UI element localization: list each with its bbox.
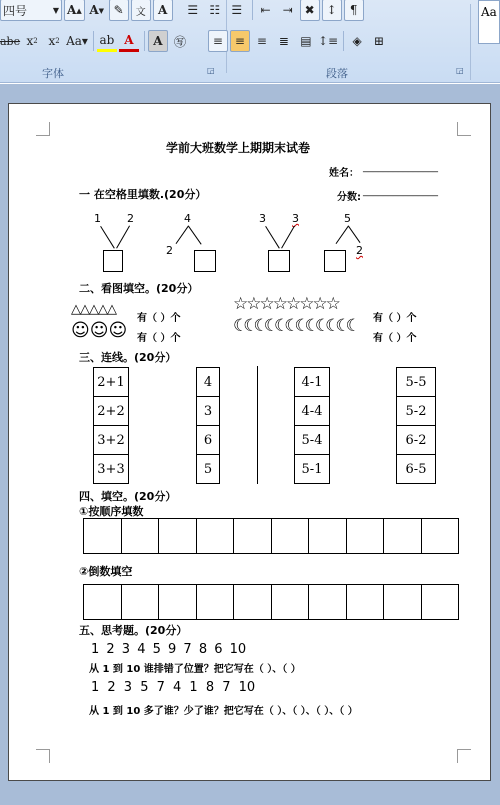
answer-cell[interactable] — [196, 518, 235, 554]
answer-cell[interactable] — [308, 584, 347, 620]
moons-picture: ☾☾☾☾☾☾☾☾☾☾☾☾ — [233, 316, 356, 336]
answer-cell[interactable] — [121, 584, 160, 620]
corner-mark — [36, 749, 50, 763]
clear-format-icon[interactable]: ✎ — [109, 0, 129, 21]
question-1: 从 1 到 10 谁排错了位置？把它写在（ ）、（ ） — [89, 664, 301, 675]
sequence-2: 1 2 3 5 7 4 1 8 7 10 — [91, 680, 256, 695]
borders-icon[interactable]: ⊞ — [374, 34, 385, 48]
corner-mark — [457, 122, 471, 136]
match-cell: 3 — [196, 396, 220, 426]
char-shading-button[interactable]: A — [148, 30, 168, 52]
section-5-heading: 五、思考题。(20分） — [79, 624, 188, 637]
highlight-icon[interactable]: ab — [97, 30, 117, 52]
subscript-button[interactable]: x 2 — [26, 34, 38, 48]
answer-cell[interactable] — [346, 584, 385, 620]
increase-indent-icon[interactable]: ⇥ — [282, 3, 293, 17]
strikethrough-button[interactable]: abe — [0, 34, 21, 48]
paragraph-group-label: 段落 — [326, 67, 348, 80]
match-cell: 5-1 — [294, 454, 330, 484]
answer-cell[interactable] — [158, 584, 197, 620]
section-4a-heading: ①按顺序填数 — [79, 505, 144, 518]
enclose-char-icon[interactable]: ㊢ — [173, 34, 186, 49]
change-case-button[interactable]: Aa▾ — [66, 34, 88, 48]
name-blank: _______________ — [363, 162, 438, 173]
bond-4-top: 5 — [344, 212, 351, 225]
smiles-count-blank: 有（ ）个 — [137, 333, 181, 344]
smiles-picture: ☺☺☺ — [71, 320, 128, 341]
paragraph-dialog-launcher-icon[interactable]: ◲ — [456, 66, 464, 75]
match-cell: 5-2 — [396, 396, 436, 426]
match-cell: 5-5 — [396, 367, 436, 397]
match-cell: 5 — [196, 454, 220, 484]
match-cell: 2+2 — [93, 396, 129, 426]
chevron-down-icon: ▼ — [52, 5, 59, 15]
phonetic-guide-icon[interactable]: 文 — [131, 0, 151, 21]
doc-title: 学前大班数学上期期末试卷 — [166, 141, 311, 155]
answer-cell[interactable] — [383, 518, 422, 554]
shading-icon[interactable]: ◈ — [352, 34, 362, 48]
multilevel-list-icon[interactable]: ☰ — [231, 3, 243, 17]
answer-cell[interactable] — [421, 518, 460, 554]
score-blank: _______________ — [363, 186, 438, 197]
stars-count-blank: 有（ ）个 — [373, 313, 417, 324]
answer-cell[interactable] — [271, 518, 310, 554]
numbering-icon[interactable]: ☷ — [209, 3, 221, 17]
section-3-heading: 三、连线。(20分） — [79, 351, 177, 364]
section-4b-heading: ②倒数填空 — [79, 565, 133, 578]
ribbon-row-2 — [0, 28, 391, 54]
sequence-1: 1 2 3 4 5 9 7 8 6 10 — [91, 642, 247, 657]
grow-font-button[interactable]: A ▲ — [64, 0, 85, 21]
chinese-layout-icon[interactable]: ✖ — [300, 0, 320, 21]
font-color-button[interactable]: A — [119, 30, 139, 52]
bond-1-right: 2 — [127, 212, 134, 225]
ribbon-row-1 — [0, 0, 366, 23]
match-cell: 4-1 — [294, 367, 330, 397]
decrease-indent-icon[interactable]: ⇤ — [260, 3, 271, 17]
score-label: 分数: — [337, 192, 361, 203]
char-border-button[interactable]: A — [153, 0, 173, 21]
match-cell: 5-4 — [294, 425, 330, 455]
document-page[interactable] — [8, 103, 491, 781]
match-cell: 6-5 — [396, 454, 436, 484]
divider-line — [257, 366, 258, 484]
question-2: 从 1 到 10 多了谁？少了谁？把它写在（ ）、（ ）、（ ）、（ ） — [89, 706, 358, 717]
match-cell: 2+1 — [93, 367, 129, 397]
align-right-icon[interactable]: ≡ — [256, 34, 267, 48]
font-dialog-launcher-icon[interactable]: ◲ — [207, 66, 215, 75]
section-2-heading: 二、看图填空。(20分） — [79, 282, 199, 295]
answer-cell[interactable] — [308, 518, 347, 554]
answer-cell[interactable] — [383, 584, 422, 620]
stars-picture: ☆☆☆☆☆☆☆☆ — [233, 294, 339, 314]
ribbon — [0, 0, 500, 83]
font-size-select[interactable] — [0, 0, 62, 21]
bond-2-blank[interactable] — [194, 250, 216, 272]
match-cell: 4-4 — [294, 396, 330, 426]
bond-2-top: 4 — [184, 212, 191, 225]
triangles-picture: △△△△△ — [71, 302, 116, 317]
answer-cell[interactable] — [271, 584, 310, 620]
bond-3-left: 3 — [259, 212, 266, 225]
justify-icon[interactable]: ≣ — [278, 34, 289, 48]
answer-cell[interactable] — [83, 584, 122, 620]
answer-cell[interactable] — [346, 518, 385, 554]
answer-cell[interactable] — [158, 518, 197, 554]
name-label: 姓名： — [329, 168, 359, 179]
font-size-value: 四号 — [3, 3, 28, 18]
bond-2-left: 2 — [166, 244, 173, 257]
section-4-heading: 四、填空。(20分） — [79, 490, 177, 503]
line-spacing-icon[interactable]: ↕≡ — [317, 34, 339, 48]
bond-4-blank[interactable] — [324, 250, 346, 272]
superscript-button[interactable]: x 2 — [48, 34, 60, 48]
corner-mark — [457, 749, 471, 763]
answer-cell[interactable] — [233, 584, 272, 620]
bullets-icon[interactable]: ☰ — [187, 3, 199, 17]
align-left-icon[interactable]: ≡ — [208, 30, 228, 52]
bond-1-left: 1 — [94, 212, 101, 225]
bond-4-right: 2 — [356, 244, 363, 257]
answer-cell[interactable] — [121, 518, 160, 554]
answer-cell[interactable] — [421, 584, 460, 620]
answer-cell[interactable] — [83, 518, 122, 554]
distribute-icon[interactable]: ▤ — [300, 34, 312, 48]
match-cell: 6-2 — [396, 425, 436, 455]
align-center-icon[interactable]: ≡ — [230, 30, 250, 52]
style-preview[interactable] — [478, 0, 500, 44]
triangles-count-blank: 有（ ）个 — [137, 313, 181, 324]
bond-3-blank[interactable] — [268, 250, 290, 272]
style-preview-label: Aa — [481, 5, 497, 19]
shrink-font-button[interactable]: A ▼ — [89, 3, 105, 17]
match-cell: 4 — [196, 367, 220, 397]
sort-icon[interactable]: ↕ — [322, 0, 342, 21]
show-marks-icon[interactable]: ¶ — [344, 0, 364, 21]
match-cell: 3+2 — [93, 425, 129, 455]
match-cell: 3+3 — [93, 454, 129, 484]
moons-count-blank: 有（ ）个 — [373, 333, 417, 344]
font-group-label: 字体 — [42, 67, 64, 80]
match-cell: 6 — [196, 425, 220, 455]
answer-cell[interactable] — [233, 518, 272, 554]
bond-3-right: 3 — [292, 212, 299, 225]
corner-mark — [36, 122, 50, 136]
answer-cell[interactable] — [196, 584, 235, 620]
section-1-heading: 一 在空格里填数.(20分） — [79, 188, 207, 201]
bond-1-blank[interactable] — [103, 250, 123, 272]
